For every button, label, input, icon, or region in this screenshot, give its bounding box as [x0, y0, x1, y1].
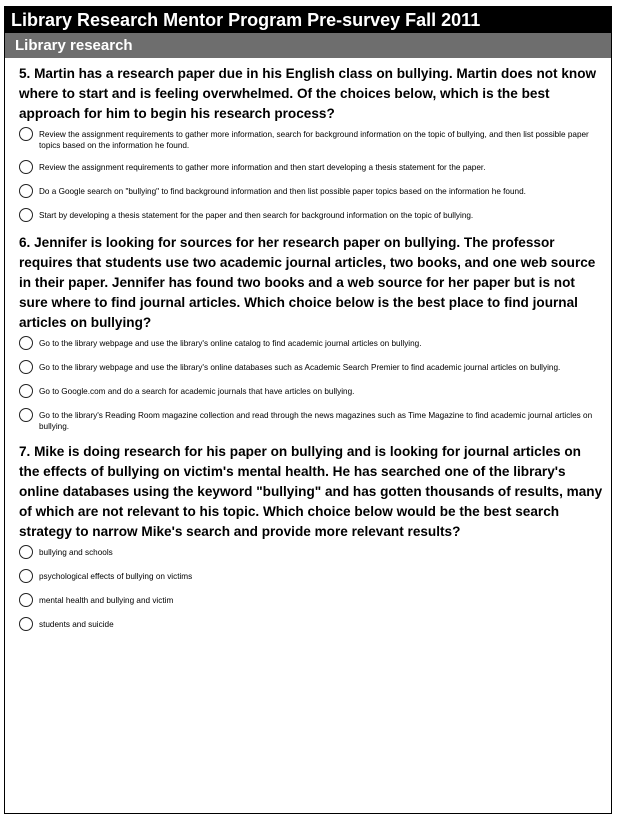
- option-label: Go to the library webpage and use the library's online databases such as Academic Search Premier to find academic journal articles on bullying.: [39, 363, 561, 372]
- answer-option[interactable]: [19, 618, 603, 632]
- radio-button[interactable]: [19, 184, 33, 198]
- section-header: Library research: [5, 33, 611, 58]
- answer-option[interactable]: [19, 361, 603, 375]
- option-label: Go to Google.com and do a search for academic journals that have articles on bullying.: [39, 387, 355, 396]
- option-label: students and suicide: [39, 620, 114, 629]
- question-text: 5. Martin has a research paper due in his English class on bullying. Martin does not know where to start and is feeling overwhelmed. Of the choices below, which is the best approach for him to begin his research process?: [19, 66, 597, 121]
- question-7: [19, 442, 603, 632]
- radio-button[interactable]: [19, 545, 33, 559]
- option-label: mental health and bullying and victim: [39, 596, 174, 605]
- answer-option[interactable]: [19, 546, 603, 560]
- option-label: Review the assignment requirements to gather more information, search for background information on the topic of bullying, and then list possible paper topics based on the information he found.: [39, 130, 589, 150]
- question-text: 7. Mike is doing research for his paper on bullying and is looking for journal articles on the effects of bullying on victim's mental health. He has searched one of the library's online databases using the keyword "bullying" and has gotten thousands of results, many of which are not relevant to his topic. Which choice below would be the best search strategy to narrow Mike's search and provide more relevant results?: [19, 444, 603, 539]
- answer-option[interactable]: [19, 385, 603, 399]
- answer-option[interactable]: [19, 128, 603, 151]
- option-label: Review the assignment requirements to gather more information and then start developing a thesis statement for the paper.: [39, 163, 486, 172]
- option-label: bullying and schools: [39, 548, 113, 557]
- answer-option[interactable]: [19, 594, 603, 608]
- option-label: Do a Google search on "bullying" to find background information and then list possible paper topics based on the information he found.: [39, 187, 526, 196]
- answer-option[interactable]: [19, 209, 603, 223]
- radio-button[interactable]: [19, 408, 33, 422]
- radio-button[interactable]: [19, 617, 33, 631]
- answer-option[interactable]: [19, 161, 603, 175]
- questions-container: [5, 58, 611, 632]
- answer-option[interactable]: [19, 409, 603, 432]
- radio-button[interactable]: [19, 360, 33, 374]
- option-label: psychological effects of bullying on victims: [39, 572, 193, 581]
- radio-button[interactable]: [19, 160, 33, 174]
- question-5: [19, 64, 603, 223]
- question-text: 6. Jennifer is looking for sources for her research paper on bullying. The professor requires that students use two academic journal articles, two books, and one web source in their paper. Jennifer has found two books and a web source for her paper but is not sure where to find journal articles. Which choice below is the best place to find journal articles on bullying?: [19, 235, 596, 330]
- survey-title: Library Research Mentor Program Pre-survey Fall 2011: [5, 7, 611, 33]
- answer-option[interactable]: [19, 570, 603, 584]
- radio-button[interactable]: [19, 384, 33, 398]
- option-label: Start by developing a thesis statement for the paper and then search for background information on the topic of bullying.: [39, 211, 474, 220]
- radio-button[interactable]: [19, 336, 33, 350]
- radio-button[interactable]: [19, 593, 33, 607]
- question-6: [19, 233, 603, 432]
- radio-button[interactable]: [19, 208, 33, 222]
- answer-option[interactable]: [19, 185, 603, 199]
- radio-button[interactable]: [19, 127, 33, 141]
- answer-option[interactable]: [19, 337, 603, 351]
- option-label: Go to the library webpage and use the library's online catalog to find academic journal articles on bullying.: [39, 339, 422, 348]
- radio-button[interactable]: [19, 569, 33, 583]
- option-label: Go to the library's Reading Room magazine collection and read through the news magazines such as Time Magazine to find academic journal articles on bullying.: [39, 411, 593, 431]
- survey-page: [4, 6, 612, 814]
